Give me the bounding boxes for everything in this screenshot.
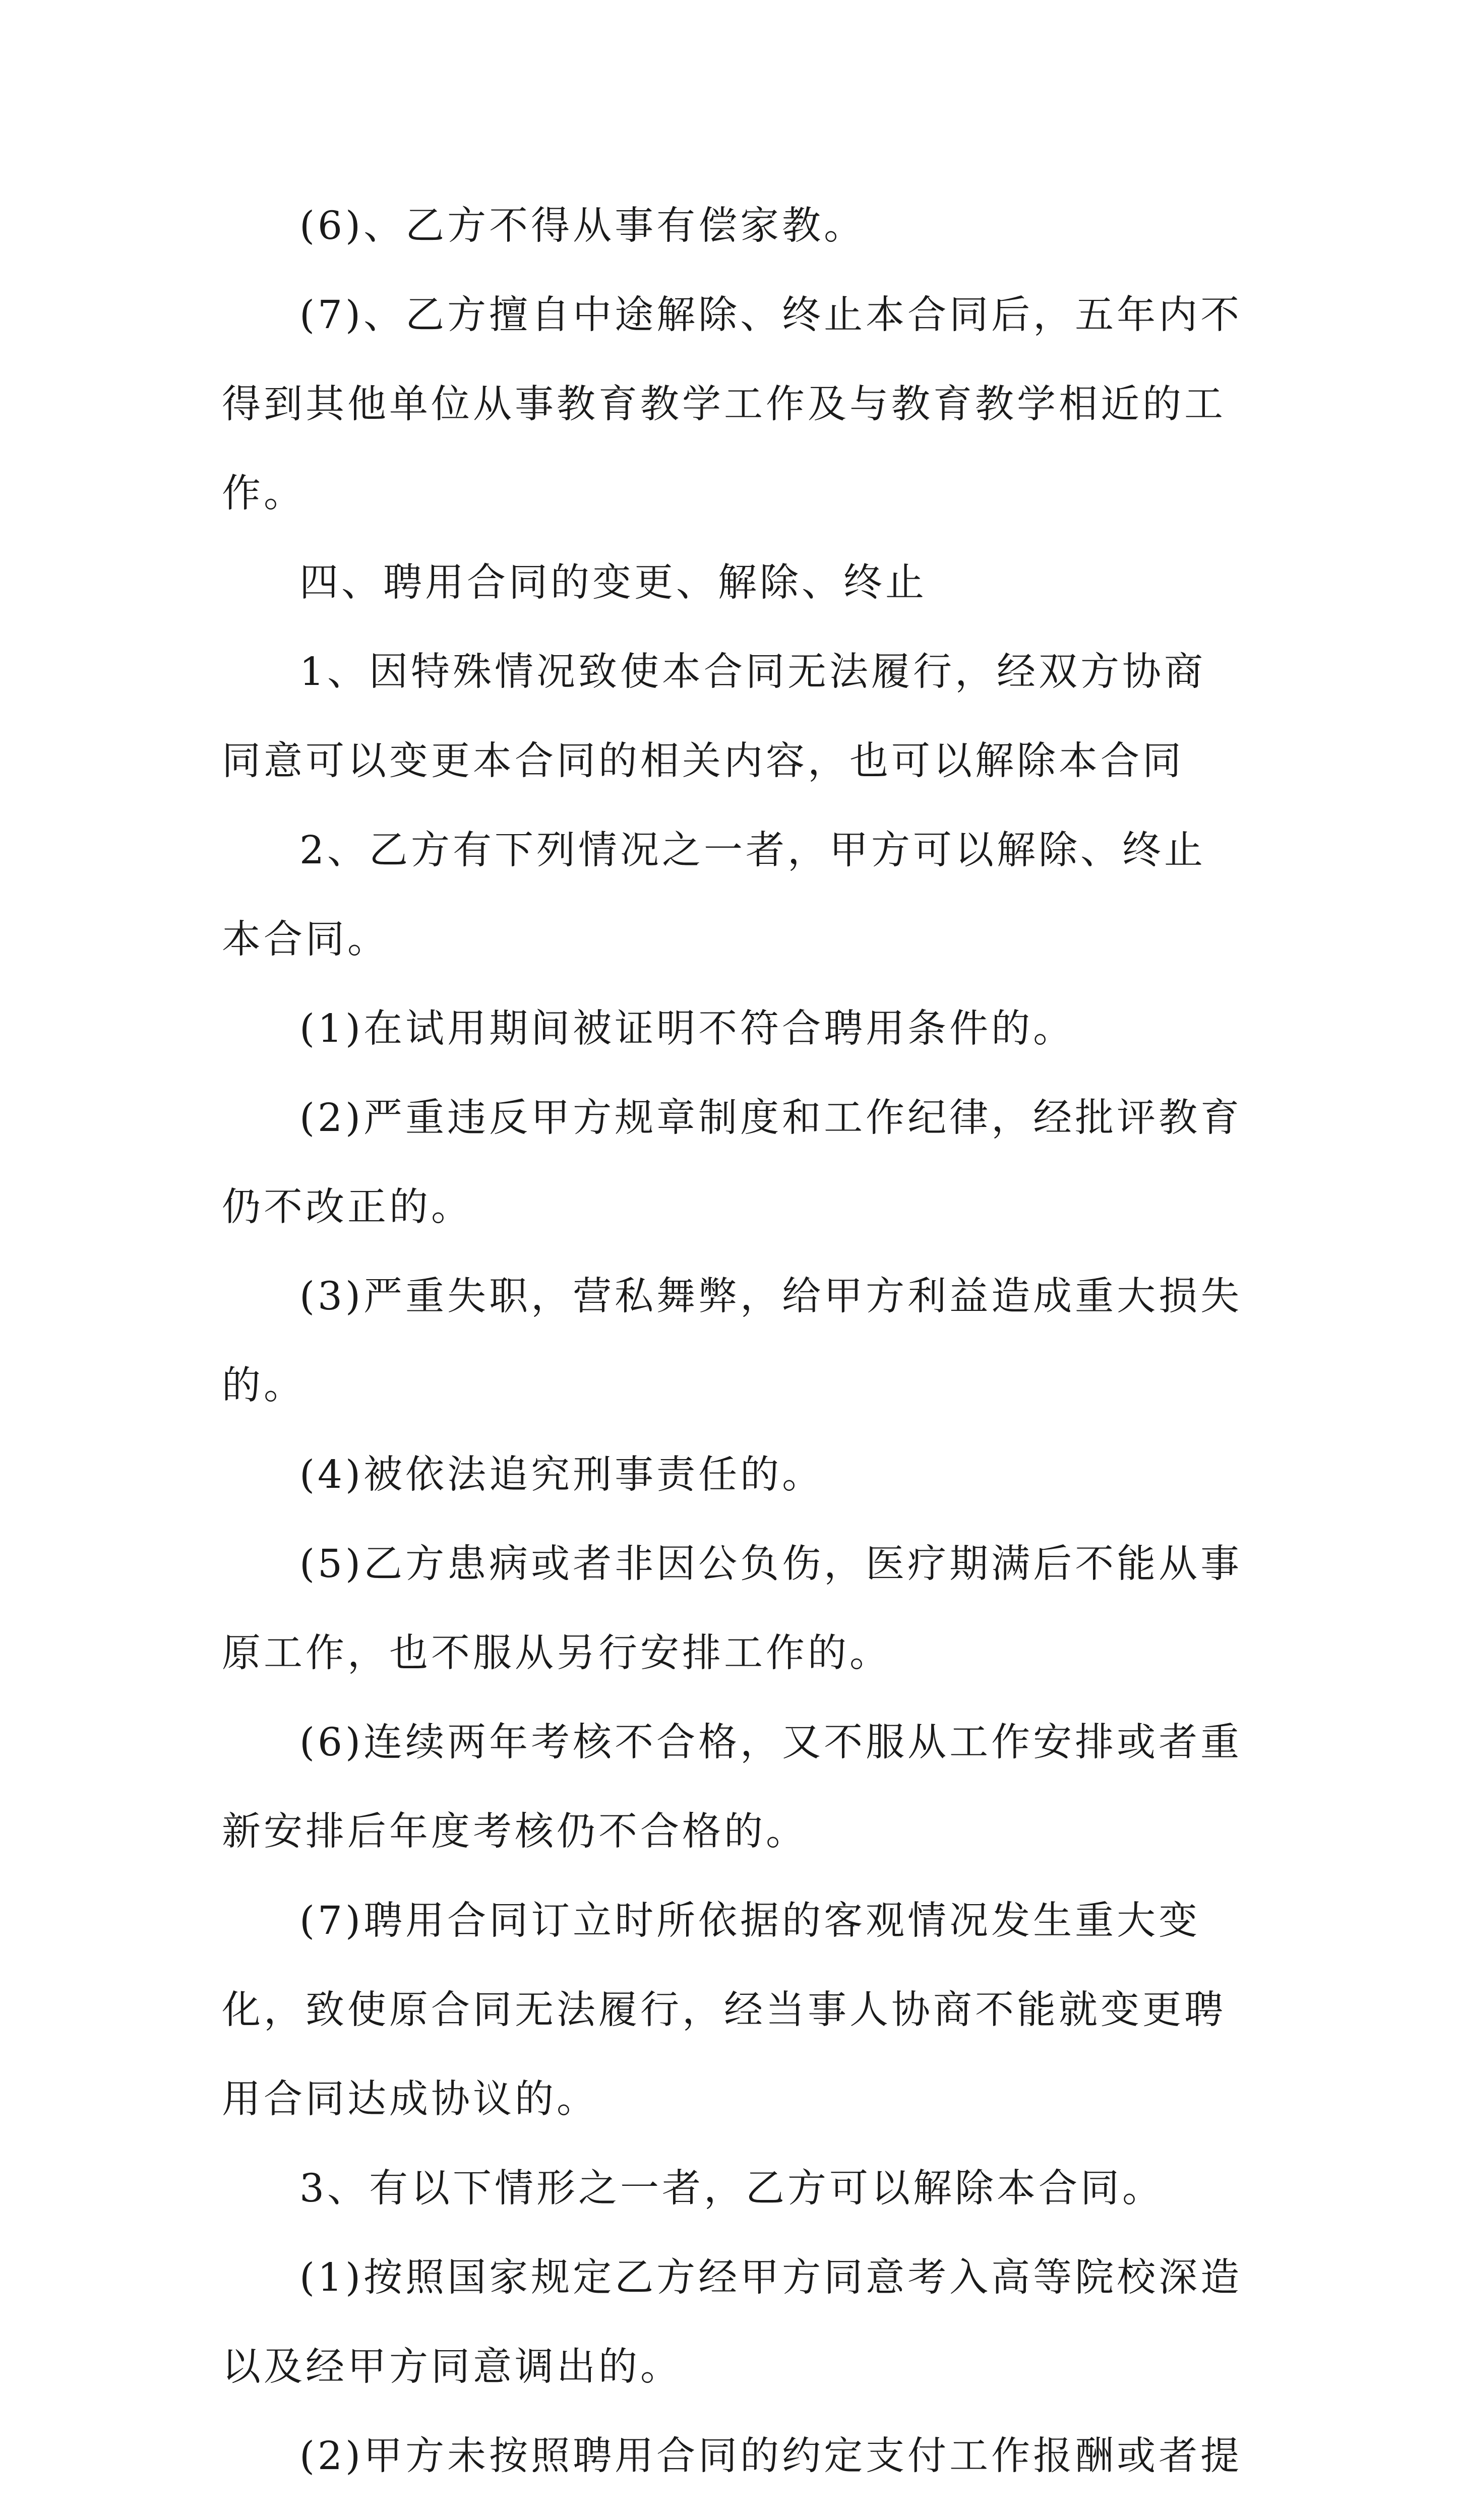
paragraph-subitem-1-further-study: (1)按照国家规定乙方经甲方同意考入高等院校深造以及经甲方同意调出的。: [222, 2255, 1243, 2389]
paragraph-clause-6-no-tutoring: (6)、乙方不得从事有偿家教。: [299, 204, 866, 248]
document-body: [222, 181, 1245, 2520]
paragraph-subitem-5-illness: (5)乙方患病或者非因公负伤，医疗期满后不能从事原工作，也不服从另行安排工作的。: [222, 1542, 1243, 1676]
paragraph-subitem-2-violations: (2)严重违反甲方规章制度和工作纪律，经批评教育仍不改正的。: [222, 1096, 1243, 1230]
paragraph-subitem-7-circumstance-change: (7)聘用合同订立时所依据的客观情况发生重大变化，致使原合同无法履行，经当事人协商不能就变更聘用合同达成协议的。: [222, 1899, 1226, 2122]
paragraph-subitem-6-assessment: (6)连续两年考核不合格，又不服从工作安排或者重新安排后年度考核仍不合格的。: [222, 1720, 1243, 1854]
paragraph-item-2-party-a-termination: 2、乙方有下列情况之一者，甲方可以解除、终止本合同。: [222, 828, 1206, 962]
paragraph-item-1-special-circumstances: 1、因特殊情况致使本合同无法履行，经双方协商同意可以变更本合同的相关内容，也可以解除本合同: [222, 650, 1206, 784]
section-heading-contract-changes: 四、聘用合同的变更、解除、终止: [299, 560, 927, 605]
paragraph-subitem-1-probation: (1)在试用期间被证明不符合聘用条件的。: [299, 1006, 1075, 1051]
paragraph-item-3-party-b-termination: 3、有以下情形之一者，乙方可以解除本合同。: [299, 2166, 1164, 2211]
paragraph-clause-7-early-termination: (7)、乙方擅自中途解除、终止本合同后，五年内不得到其他单位从事教育教学工作及与教育教学相近的工作。: [222, 293, 1243, 516]
paragraph-subitem-3-negligence: (3)严重失职，营私舞弊，给甲方利益造成重大损失的。: [222, 1274, 1243, 1408]
paragraph-subitem-4-criminal-liability: (4)被依法追究刑事责任的。: [299, 1453, 824, 1497]
paragraph-subitem-2-unpaid-remuneration: (2)甲方未按照聘用合同的约定支付工作报酬或者提: [299, 2434, 1243, 2479]
